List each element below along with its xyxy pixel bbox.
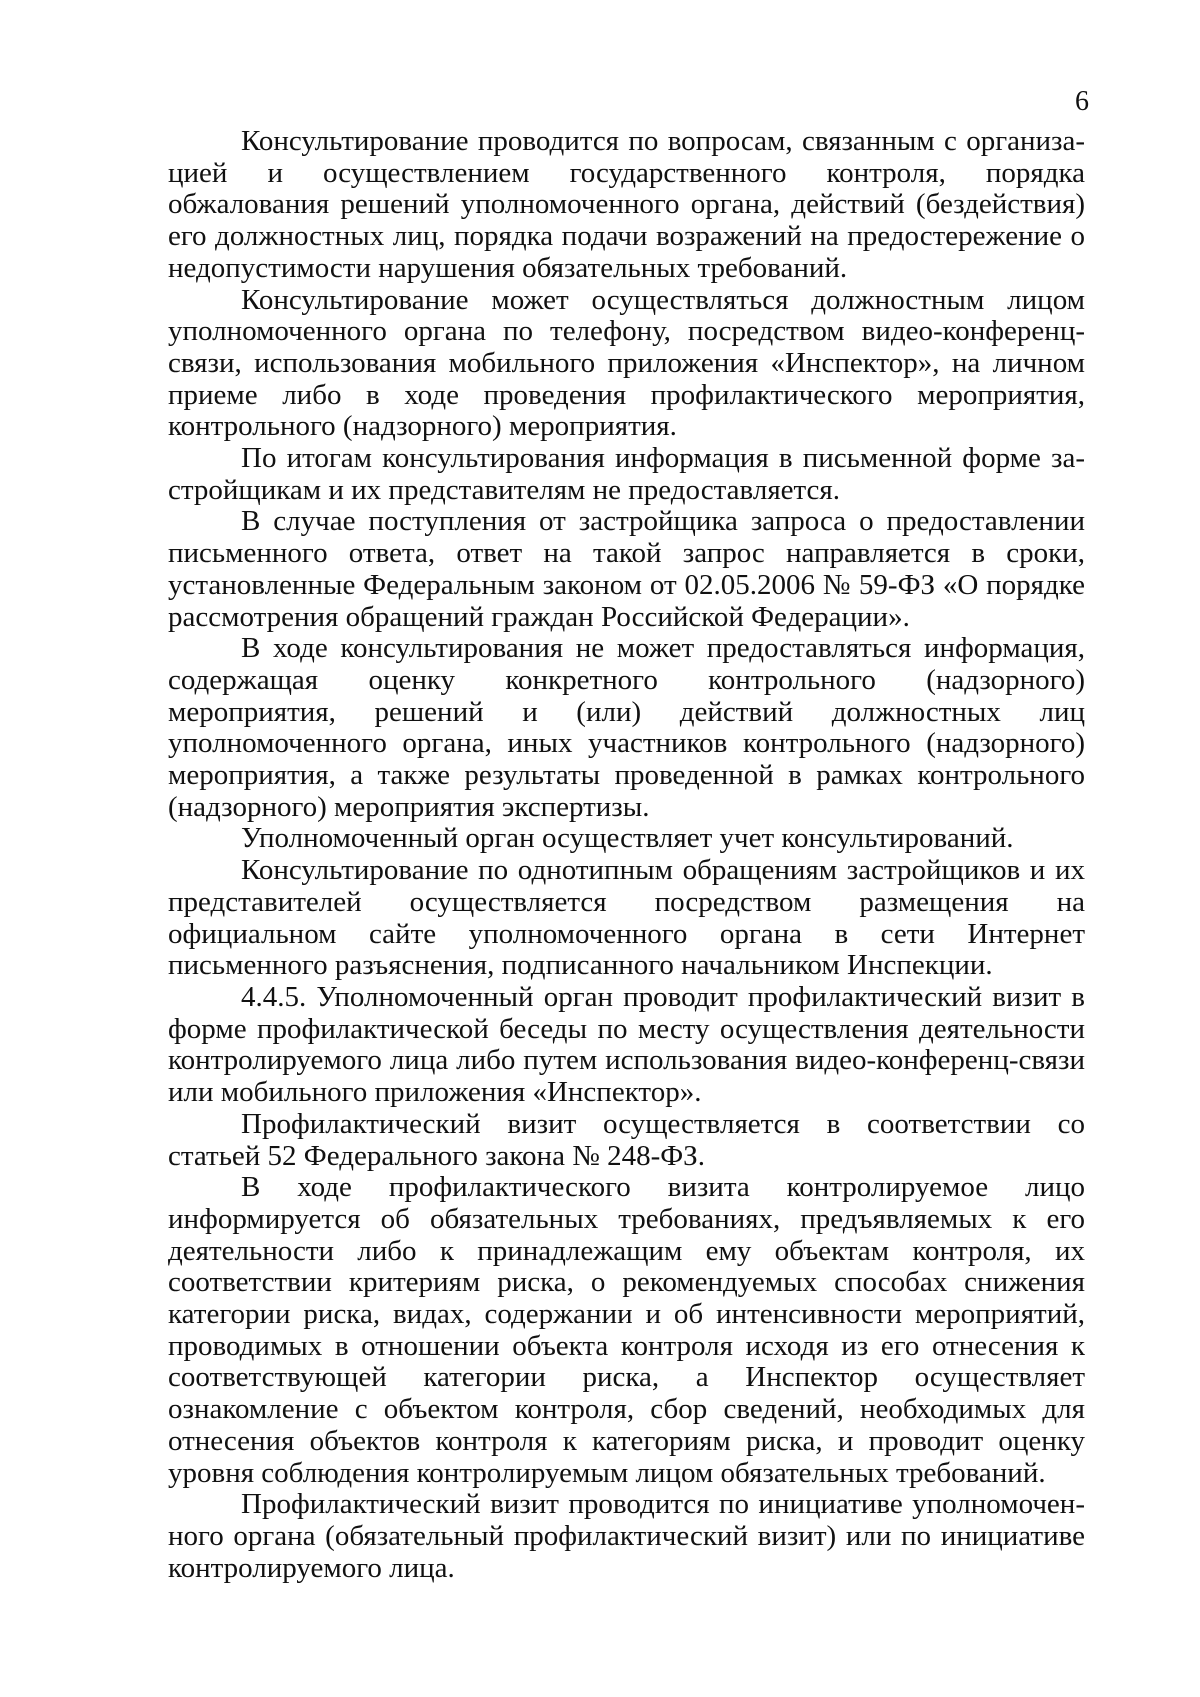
paragraph-visit-initiative: Профилактический визит проводится по инициативе уполномоченного органа (обязательный профилактический визит) или по инициативе контролируемого лица. (168, 1488, 1085, 1584)
paragraph-section-4-4-5: 4.4.5. Уполномоченный орган проводит профилактический визит в форме профилактической беседы по месту осуществления деятельности контролируемого лица либо путем использования видео-конференц-связи или мобильного приложения «Инспектор». (168, 980, 1085, 1109)
document-body (168, 126, 1085, 1584)
paragraph-uniform-requests: Консультирование по однотипным обращениям застройщиков и их представителей осуществляется посредством размещения на официальном сайте уполномоченного органа в сети Интернет письменного разъяснения, подписанного начальником Инспекции. (168, 854, 1085, 982)
paragraph-consultation-methods: Консультирование может осуществляться должностным лицом уполномоченного органа по телефону, посредством видео-конференц-связи, использования мобильного приложения «Инспектор», на личном приеме либо в ходе проведения профилактического мероприятия, контрольного (надзорного) мероприятия. (168, 283, 1085, 443)
paragraph-consultation-topics: Консультирование проводится по вопросам, связанным с организацией и осуществлением государственного контроля, порядка обжалования решений уполномоченного органа, действий (бездействия) его должностных лиц, порядка подачи возражений на предостережение о недопустимости нарушения обязательных требований. (168, 125, 1085, 284)
paragraph-consultation-restrictions: В ходе консультирования не может предоставляться информация, содержащая оценку конкретного контрольного (надзорного) мероприятия, решений и (или) действий должностных лиц уполномоченного органа, иных участников контрольного (надзорного) мероприятия, а также результаты проведенной в рамках контрольного (надзорного) мероприятия экспертизы. (168, 632, 1085, 823)
paragraph-written-request: В случае поступления от застройщика запроса о предоставлении письменного ответа, ответ на такой запрос направляется в сроки, установленные Федеральным законом от 02.05.2006 № 59-ФЗ «О порядке рассмотрения обращений граждан Российской Федерации». (168, 505, 1085, 633)
paragraph-no-written-info: По итогам консультирования информация в письменной форме застройщикам и их представителям не предоставляется. (168, 442, 1085, 506)
paragraph-visit-legal-basis: Профилактический визит осуществляется в соответствии со статьей 52 Федерального закона № 248-ФЗ. (168, 1107, 1085, 1172)
paragraph-consultation-records: Уполномоченный орган осуществляет учет консультирований. (241, 822, 1014, 855)
paragraph-visit-content: В ходе профилактического визита контролируемое лицо информируется об обязательных требованиях, предъявляемых к его деятельности либо к принадлежащим ему объектам контроля, их соответствии критериям риска, о рекомендуемых способах снижения категории риска, видах, содержании и об интенсивности мероприятий, проводимых в отношении объекта контроля исходя из его отнесения к соответствующей категории риска, а Инспектор осуществляет ознакомление с объектом контроля, сбор сведений, необходимых для отнесения объектов контроля к категориям риска, и проводит оценку уровня соблюдения контролируемым лицом обязательных требований. (168, 1171, 1085, 1489)
page-number: 6 (1075, 86, 1089, 117)
